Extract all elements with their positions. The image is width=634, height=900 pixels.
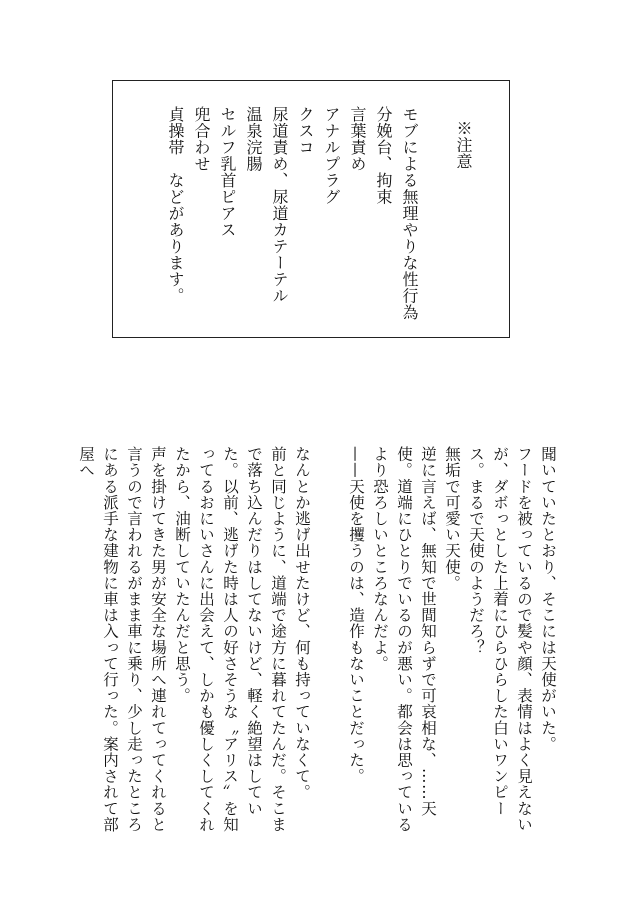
notice-heading: ※注意: [454, 120, 473, 170]
notice-item: 温泉浣腸: [244, 106, 263, 172]
notice-item: クスコ: [296, 106, 315, 156]
paragraph: フードを被っているので髪や顔、表情はよく見えないが、ダボっとした上着にひらひらした白いワンピース。まるで天使のようだろ？: [467, 446, 533, 833]
paragraph: 聞いていたとおり、そこには天使がいた。: [539, 446, 557, 752]
notice-item: 兜合わせ: [192, 106, 211, 172]
content-warning: [162, 106, 476, 326]
notice-item: 尿道責め、尿道カテーテル: [270, 106, 289, 304]
paragraph: 逆に言えば、無知で世間知らずで可哀相な、……天使。道端にひとりでいるのが悪い。都会は思っているより恐ろしいところなんだよ。: [371, 446, 437, 833]
paragraph: なんとか逃げ出せたけど、何も持っていなくて。: [293, 446, 311, 801]
paragraph: ——天使を攫うのは、造作もないことだった。: [347, 446, 365, 785]
paragraph: 声を掛けてきた男が安全な場所へ連れてってくれると言うので言われるがまま車に乗り、少し走ったところにある派手な建物に車は入って行った。案内されて部屋へ: [77, 446, 167, 833]
paragraph: 無垢で可愛い天使。: [443, 446, 461, 591]
notice-item: モブによる無理やりな性行為: [400, 106, 419, 321]
notice-item: アナルプラグ: [322, 106, 341, 205]
story-text: [74, 446, 560, 838]
paragraph: 前と同じように、道端で途方に暮れてたんだ。そこまで落ち込んだりはしてないけど、軽く絶望はしていた。以前、逃げた時は人の好さそうな〝アリス〟を知ってるおにいさんに出会えて、しかも優しくしてくれたから、油断していたんだと思う。: [173, 446, 287, 833]
notice-item: 分娩台、拘束: [374, 106, 393, 205]
notice-item: 貞操帯 などがあります。: [166, 106, 185, 304]
notice-item: 言葉責め: [348, 106, 367, 172]
notice-item: セルフ乳首ピアス: [218, 106, 237, 238]
